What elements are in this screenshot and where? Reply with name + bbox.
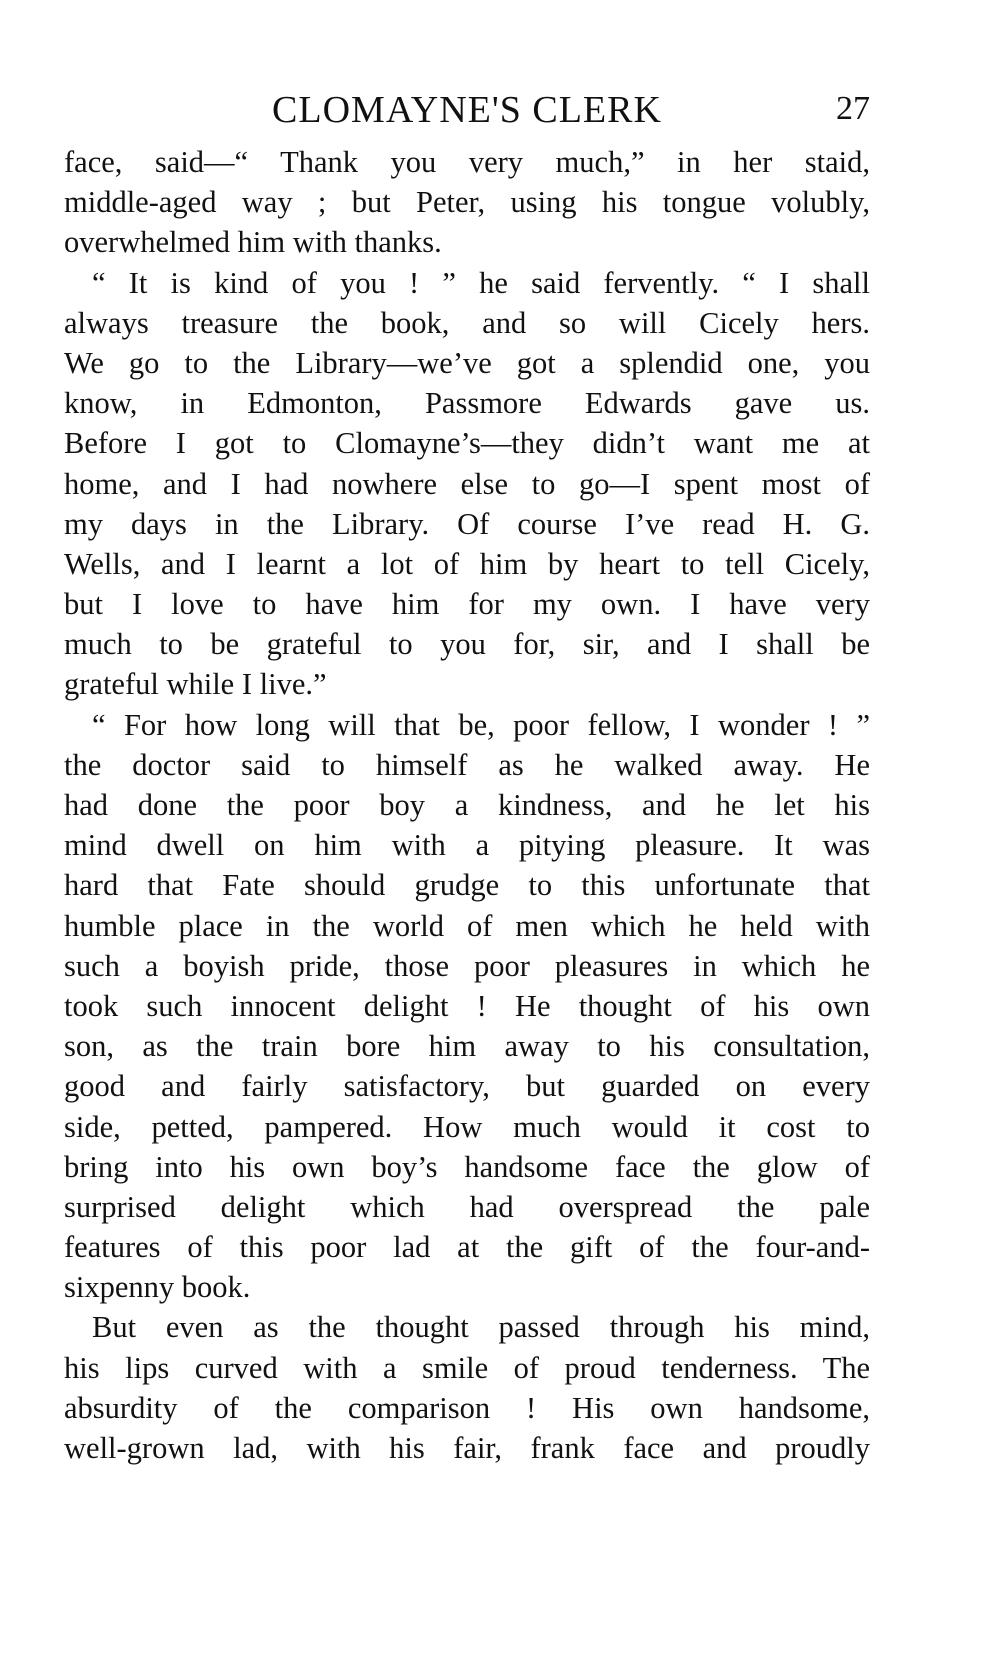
text-line: know, in Edmonton, Passmore Edwards gave us. — [64, 386, 870, 421]
text-line: Before I got to Clomayne’s—they didn’t want me at — [64, 426, 870, 461]
text-line: my days in the Library. Of course I’ve read H. G. — [64, 506, 870, 541]
text-line: much to be grateful to you for, sir, and I shall be — [64, 627, 870, 662]
text-line: his lips curved with a smile of proud tenderness. The — [64, 1350, 870, 1385]
text-line: “ For how long will that be, poor fellow, I wonder ! ” — [92, 707, 870, 742]
text-line: home, and I had nowhere else to go—I spent most of — [64, 466, 870, 501]
text-line: had done the poor boy a kindness, and he let his — [64, 788, 870, 822]
text-line: But even as the thought passed through his mind, — [92, 1310, 870, 1345]
text-line: son, as the train bore him away to his consultation, — [64, 1029, 870, 1064]
text-line: humble place in the world of men which he held with — [64, 908, 870, 943]
book-page — [64, 80, 870, 1468]
text-line: such a boyish pride, those poor pleasures in which he — [64, 948, 870, 983]
page-number: 27 — [836, 90, 870, 127]
text-line: surprised delight which had overspread the pale — [64, 1189, 870, 1224]
text-line: features of this poor lad at the gift of the four-and- — [64, 1230, 870, 1265]
text-line: overwhelmed him with thanks. — [64, 225, 442, 260]
text-line: the doctor said to himself as he walked away. He — [64, 747, 870, 782]
text-line: well-grown lad, with his fair, frank face and proudly — [64, 1431, 870, 1465]
body-text — [64, 142, 870, 1468]
text-line: good and fairly satisfactory, but guarded on every — [64, 1069, 870, 1104]
text-line: mind dwell on him with a pitying pleasure. It was — [64, 828, 870, 863]
running-title: CLOMAYNE'S CLERK — [272, 89, 662, 131]
text-line: “ It is kind of you ! ” he said fervently. “ I shall — [92, 265, 870, 300]
text-line: middle-aged way ; but Peter, using his tongue volubly, — [64, 185, 870, 220]
text-line: absurdity of the comparison ! His own handsome, — [64, 1390, 870, 1425]
text-line: always treasure the book, and so will Cicely hers. — [64, 305, 870, 340]
text-line: sixpenny book. — [64, 1270, 251, 1305]
text-line: hard that Fate should grudge to this unfortunate that — [64, 868, 870, 903]
text-line: face, said—“ Thank you very much,” in her staid, — [64, 145, 870, 179]
text-line: Wells, and I learnt a lot of him by heart to tell Cicely, — [64, 546, 870, 581]
running-head — [64, 80, 870, 140]
text-line: grateful while I live.” — [64, 667, 327, 702]
text-line: side, petted, pampered. How much would it cost to — [64, 1109, 870, 1144]
text-line: took such innocent delight ! He thought of his own — [64, 988, 870, 1023]
text-line: We go to the Library—we’ve got a splendid one, you — [64, 345, 870, 380]
text-line: but I love to have him for my own. I have very — [64, 587, 870, 622]
text-line: bring into his own boy’s handsome face the glow of — [64, 1149, 870, 1184]
